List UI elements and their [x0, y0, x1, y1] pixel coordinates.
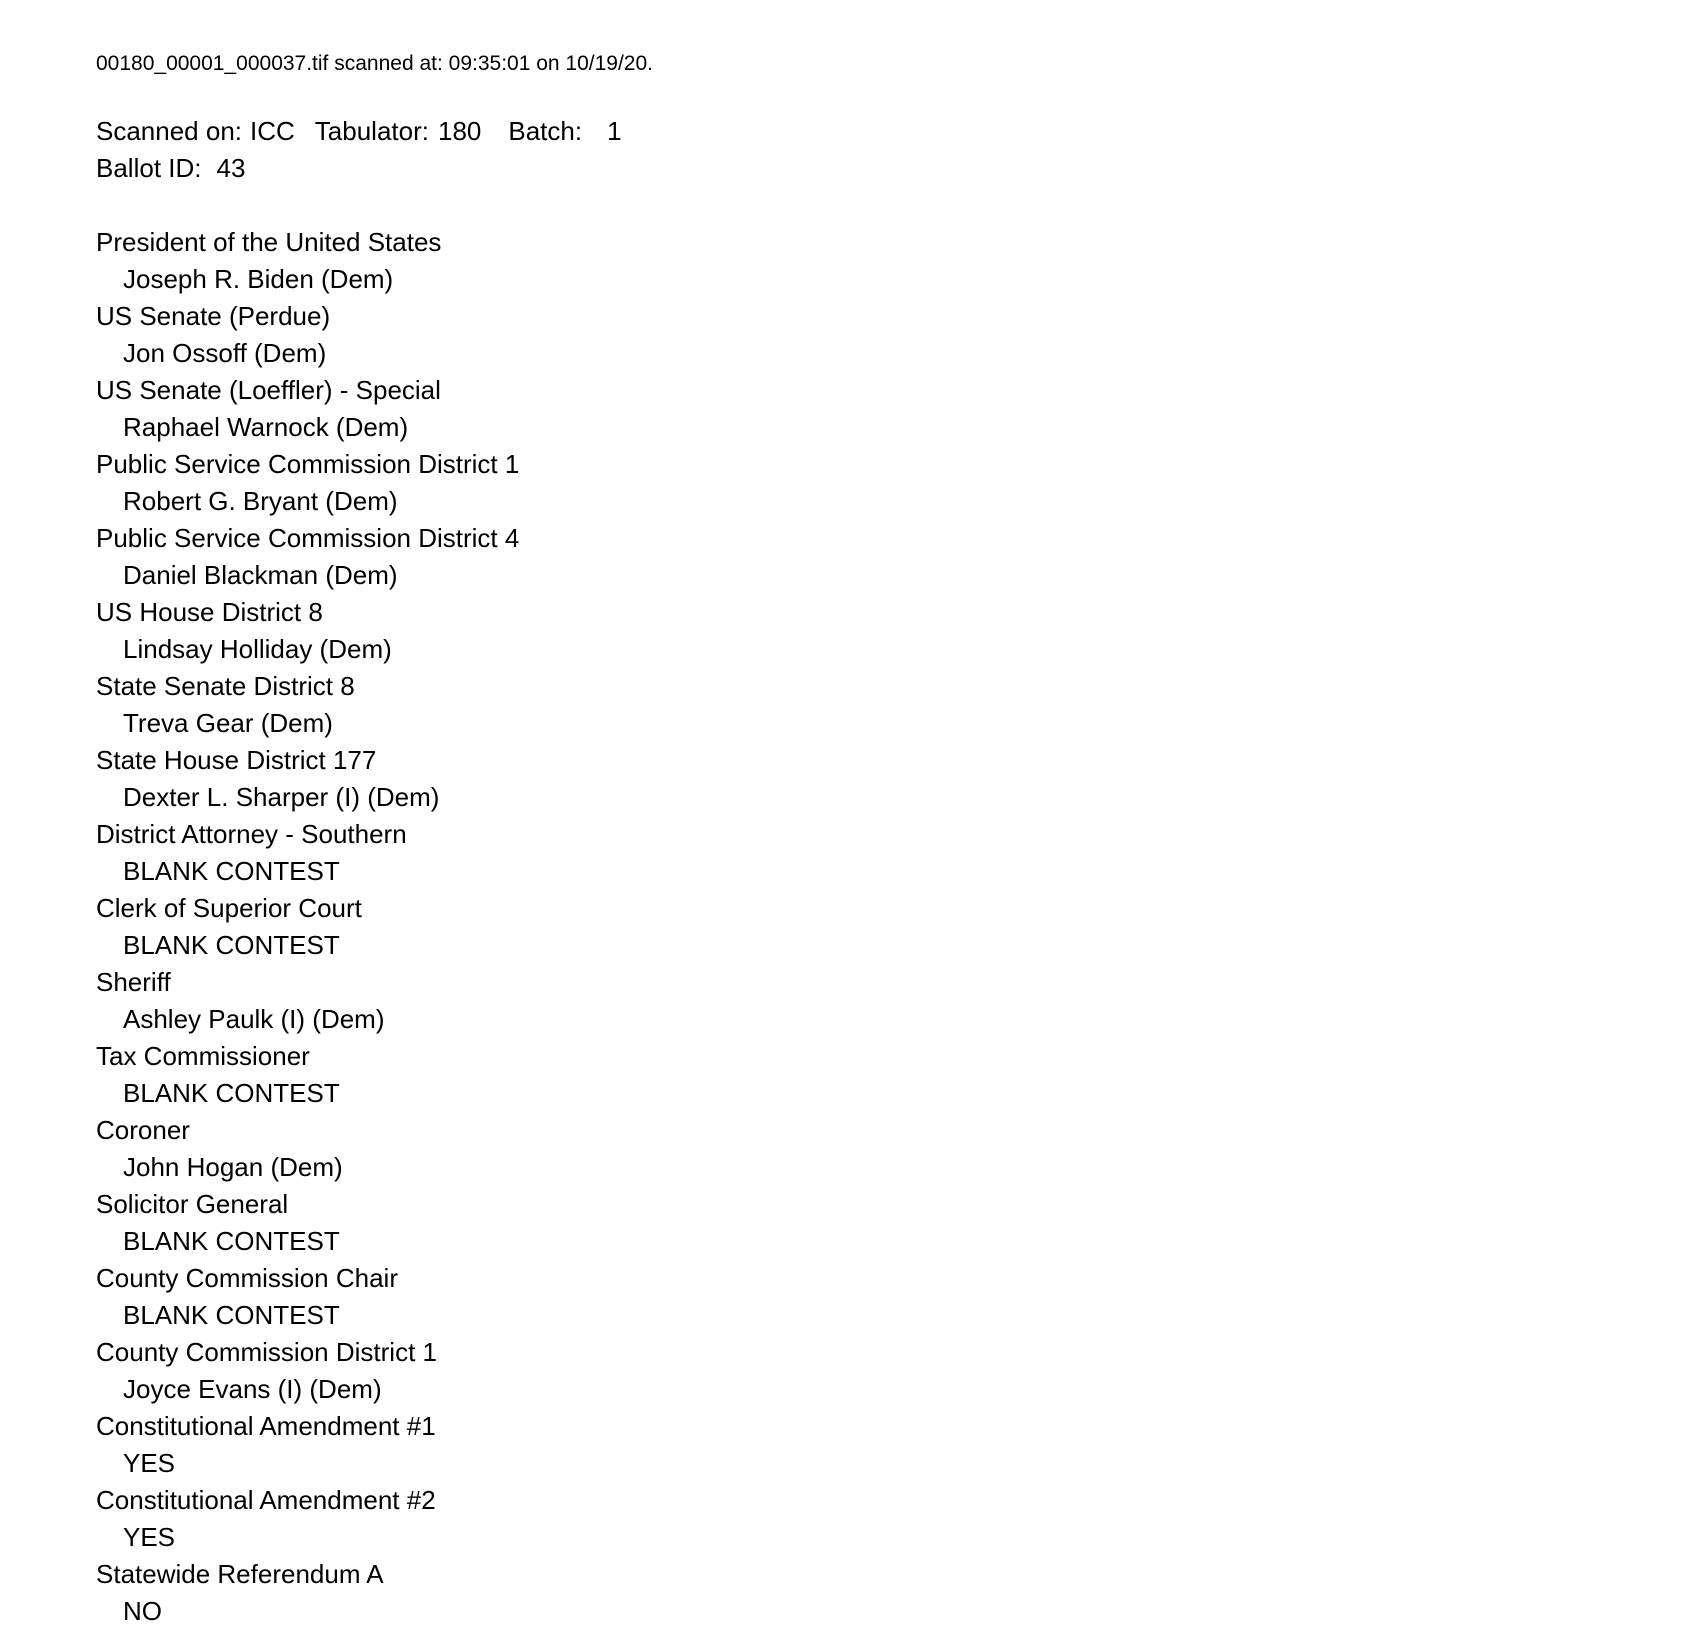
contest-selection: BLANK CONTEST [123, 1078, 340, 1108]
batch-value: 1 [607, 116, 622, 146]
contest-list [96, 224, 1666, 1630]
contest-selection: Dexter L. Sharper (I) (Dem) [123, 782, 440, 812]
contest-selection: Robert G. Bryant (Dem) [123, 486, 398, 516]
contest-name: Coroner [96, 1115, 190, 1145]
ballot-id-line [96, 150, 1666, 187]
contest-selection: Joseph R. Biden (Dem) [123, 264, 394, 294]
contest-name: Solicitor General [96, 1189, 289, 1219]
contest-selection: Raphael Warnock (Dem) [123, 412, 409, 442]
contest-name: Sheriff [96, 967, 171, 997]
contest-name: County Commission Chair [96, 1263, 398, 1293]
contest-selection: YES [123, 1448, 176, 1478]
contest-name: County Commission District 1 [96, 1337, 437, 1367]
tabulator-value: 180 [437, 116, 482, 146]
contest-selection: NO [123, 1596, 162, 1626]
contest-name: Tax Commissioner [96, 1041, 310, 1071]
contest-name: Clerk of Superior Court [96, 893, 362, 923]
scanned-on-label: Scanned on: [96, 116, 243, 146]
scan-filename-line: 00180_00001_000037.tif scanned at: 09:35:01 on 10/19/20. [96, 52, 653, 75]
contest-selection: YES [123, 1522, 176, 1552]
contest-selection: Jon Ossoff (Dem) [123, 338, 327, 368]
contest-selection: John Hogan (Dem) [123, 1152, 343, 1182]
contest-name: US Senate (Perdue) [96, 301, 331, 331]
contest-name: US Senate (Loeffler) - Special [96, 375, 441, 405]
ballot-id-label: Ballot ID: [96, 153, 202, 183]
contest-selection: Lindsay Holliday (Dem) [123, 634, 392, 664]
ballot-id-value: 43 [216, 153, 246, 183]
batch-label: Batch: [508, 116, 583, 146]
tabulator-label: Tabulator: [314, 116, 429, 146]
contest-name: Constitutional Amendment #2 [96, 1485, 436, 1515]
scan-info-line [96, 113, 1666, 150]
contest-selection: Daniel Blackman (Dem) [123, 560, 398, 590]
scan-info-block [96, 113, 1666, 187]
contest-selection: Ashley Paulk (I) (Dem) [123, 1004, 385, 1034]
contest-name: Statewide Referendum A [96, 1559, 384, 1589]
contest-name: District Attorney - Southern [96, 819, 407, 849]
contest-name: President of the United States [96, 227, 442, 257]
scanned-on-value: ICC [250, 116, 295, 146]
contest-selection: BLANK CONTEST [123, 930, 340, 960]
contest-name: State Senate District 8 [96, 671, 355, 701]
contest-selection: Joyce Evans (I) (Dem) [123, 1374, 382, 1404]
contest-selection: BLANK CONTEST [123, 1226, 340, 1256]
contest-name: Public Service Commission District 1 [96, 449, 520, 479]
contest-selection: BLANK CONTEST [123, 1300, 340, 1330]
contest-name: US House District 8 [96, 597, 323, 627]
contest-selection: Treva Gear (Dem) [123, 708, 333, 738]
contest-selection: BLANK CONTEST [123, 856, 340, 886]
contest-name: State House District 177 [96, 745, 377, 775]
contest-name: Constitutional Amendment #1 [96, 1411, 436, 1441]
contest-name: Public Service Commission District 4 [96, 523, 520, 553]
